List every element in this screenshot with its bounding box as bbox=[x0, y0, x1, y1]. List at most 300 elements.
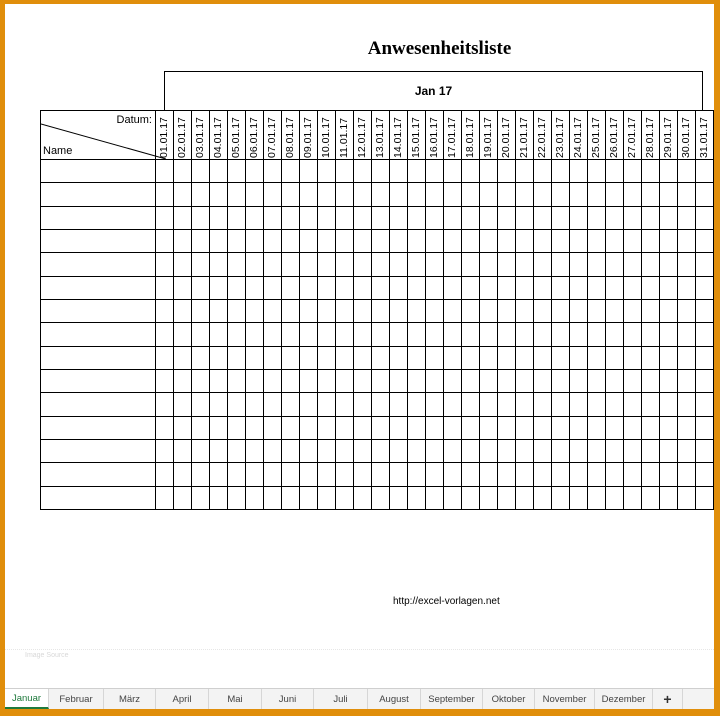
attendance-cell[interactable] bbox=[246, 486, 264, 509]
attendance-cell[interactable] bbox=[210, 393, 228, 416]
attendance-cell[interactable] bbox=[408, 160, 426, 183]
attendance-cell[interactable] bbox=[426, 393, 444, 416]
attendance-cell[interactable] bbox=[426, 323, 444, 346]
attendance-cell[interactable] bbox=[354, 486, 372, 509]
attendance-cell[interactable] bbox=[426, 183, 444, 206]
attendance-cell[interactable] bbox=[444, 486, 462, 509]
attendance-cell[interactable] bbox=[174, 440, 192, 463]
attendance-cell[interactable] bbox=[642, 393, 660, 416]
date-header-cell[interactable] bbox=[336, 111, 354, 160]
attendance-cell[interactable] bbox=[336, 323, 354, 346]
attendance-cell[interactable] bbox=[228, 440, 246, 463]
attendance-cell[interactable] bbox=[174, 276, 192, 299]
attendance-cell[interactable] bbox=[408, 370, 426, 393]
sheet-tab[interactable]: Mai bbox=[209, 689, 262, 709]
attendance-cell[interactable] bbox=[228, 416, 246, 439]
attendance-cell[interactable] bbox=[588, 183, 606, 206]
date-header-cell[interactable] bbox=[246, 111, 264, 160]
attendance-cell[interactable] bbox=[282, 206, 300, 229]
attendance-cell[interactable] bbox=[534, 230, 552, 253]
attendance-cell[interactable] bbox=[678, 206, 696, 229]
attendance-cell[interactable] bbox=[624, 300, 642, 323]
attendance-cell[interactable] bbox=[534, 253, 552, 276]
attendance-cell[interactable] bbox=[498, 206, 516, 229]
attendance-cell[interactable] bbox=[390, 486, 408, 509]
attendance-cell[interactable] bbox=[156, 206, 174, 229]
attendance-cell[interactable] bbox=[570, 463, 588, 486]
attendance-cell[interactable] bbox=[282, 276, 300, 299]
attendance-cell[interactable] bbox=[660, 300, 678, 323]
attendance-cell[interactable] bbox=[372, 276, 390, 299]
attendance-cell[interactable] bbox=[498, 230, 516, 253]
attendance-cell[interactable] bbox=[678, 486, 696, 509]
attendance-cell[interactable] bbox=[606, 300, 624, 323]
attendance-cell[interactable] bbox=[534, 440, 552, 463]
attendance-cell[interactable] bbox=[264, 183, 282, 206]
attendance-cell[interactable] bbox=[246, 253, 264, 276]
attendance-cell[interactable] bbox=[192, 393, 210, 416]
date-header-cell[interactable] bbox=[264, 111, 282, 160]
attendance-cell[interactable] bbox=[462, 323, 480, 346]
attendance-cell[interactable] bbox=[156, 253, 174, 276]
attendance-cell[interactable] bbox=[426, 416, 444, 439]
attendance-cell[interactable] bbox=[318, 440, 336, 463]
attendance-cell[interactable] bbox=[462, 276, 480, 299]
sheet-tab[interactable]: Februar bbox=[49, 689, 104, 709]
attendance-cell[interactable] bbox=[354, 160, 372, 183]
date-header-cell[interactable] bbox=[696, 111, 714, 160]
attendance-cell[interactable] bbox=[660, 416, 678, 439]
attendance-cell[interactable] bbox=[624, 230, 642, 253]
attendance-cell[interactable] bbox=[282, 160, 300, 183]
attendance-cell[interactable] bbox=[354, 206, 372, 229]
attendance-cell[interactable] bbox=[300, 440, 318, 463]
attendance-cell[interactable] bbox=[390, 323, 408, 346]
attendance-cell[interactable] bbox=[696, 440, 714, 463]
attendance-cell[interactable] bbox=[588, 346, 606, 369]
attendance-cell[interactable] bbox=[390, 230, 408, 253]
attendance-cell[interactable] bbox=[516, 370, 534, 393]
attendance-cell[interactable] bbox=[282, 393, 300, 416]
attendance-cell[interactable] bbox=[372, 160, 390, 183]
attendance-cell[interactable] bbox=[228, 346, 246, 369]
attendance-cell[interactable] bbox=[588, 253, 606, 276]
attendance-cell[interactable] bbox=[372, 323, 390, 346]
attendance-cell[interactable] bbox=[228, 206, 246, 229]
attendance-cell[interactable] bbox=[444, 346, 462, 369]
attendance-cell[interactable] bbox=[408, 416, 426, 439]
attendance-cell[interactable] bbox=[624, 276, 642, 299]
attendance-cell[interactable] bbox=[264, 253, 282, 276]
attendance-cell[interactable] bbox=[534, 416, 552, 439]
attendance-cell[interactable] bbox=[336, 253, 354, 276]
attendance-cell[interactable] bbox=[210, 300, 228, 323]
attendance-cell[interactable] bbox=[588, 323, 606, 346]
attendance-cell[interactable] bbox=[300, 206, 318, 229]
attendance-cell[interactable] bbox=[480, 253, 498, 276]
attendance-cell[interactable] bbox=[660, 440, 678, 463]
sheet-tab[interactable]: Januar bbox=[5, 689, 49, 709]
attendance-cell[interactable] bbox=[660, 463, 678, 486]
attendance-cell[interactable] bbox=[678, 230, 696, 253]
attendance-cell[interactable] bbox=[426, 206, 444, 229]
attendance-cell[interactable] bbox=[318, 486, 336, 509]
attendance-cell[interactable] bbox=[318, 230, 336, 253]
attendance-cell[interactable] bbox=[228, 370, 246, 393]
attendance-cell[interactable] bbox=[372, 370, 390, 393]
attendance-cell[interactable] bbox=[174, 183, 192, 206]
attendance-cell[interactable] bbox=[516, 183, 534, 206]
attendance-cell[interactable] bbox=[444, 160, 462, 183]
attendance-cell[interactable] bbox=[534, 393, 552, 416]
attendance-cell[interactable] bbox=[228, 393, 246, 416]
attendance-cell[interactable] bbox=[174, 323, 192, 346]
attendance-cell[interactable] bbox=[498, 183, 516, 206]
attendance-cell[interactable] bbox=[678, 416, 696, 439]
attendance-cell[interactable] bbox=[336, 230, 354, 253]
attendance-cell[interactable] bbox=[534, 323, 552, 346]
attendance-cell[interactable] bbox=[336, 206, 354, 229]
attendance-cell[interactable] bbox=[660, 253, 678, 276]
attendance-cell[interactable] bbox=[408, 463, 426, 486]
attendance-cell[interactable] bbox=[516, 300, 534, 323]
attendance-cell[interactable] bbox=[516, 416, 534, 439]
attendance-cell[interactable] bbox=[588, 440, 606, 463]
attendance-cell[interactable] bbox=[282, 230, 300, 253]
attendance-cell[interactable] bbox=[336, 183, 354, 206]
attendance-cell[interactable] bbox=[660, 276, 678, 299]
attendance-cell[interactable] bbox=[264, 160, 282, 183]
attendance-cell[interactable] bbox=[156, 463, 174, 486]
attendance-cell[interactable] bbox=[318, 463, 336, 486]
date-header-cell[interactable] bbox=[354, 111, 372, 160]
attendance-cell[interactable] bbox=[534, 276, 552, 299]
attendance-cell[interactable] bbox=[534, 183, 552, 206]
attendance-cell[interactable] bbox=[444, 206, 462, 229]
attendance-cell[interactable] bbox=[264, 393, 282, 416]
attendance-cell[interactable] bbox=[480, 323, 498, 346]
attendance-cell[interactable] bbox=[534, 206, 552, 229]
date-header-cell[interactable] bbox=[642, 111, 660, 160]
date-header-cell[interactable] bbox=[300, 111, 318, 160]
attendance-cell[interactable] bbox=[624, 183, 642, 206]
attendance-cell[interactable] bbox=[642, 276, 660, 299]
attendance-cell[interactable] bbox=[210, 253, 228, 276]
attendance-cell[interactable] bbox=[552, 183, 570, 206]
attendance-cell[interactable] bbox=[696, 206, 714, 229]
attendance-cell[interactable] bbox=[246, 393, 264, 416]
attendance-cell[interactable] bbox=[210, 230, 228, 253]
attendance-cell[interactable] bbox=[570, 416, 588, 439]
attendance-cell[interactable] bbox=[192, 416, 210, 439]
date-header-cell[interactable] bbox=[516, 111, 534, 160]
attendance-cell[interactable] bbox=[174, 160, 192, 183]
attendance-cell[interactable] bbox=[192, 230, 210, 253]
attendance-cell[interactable] bbox=[480, 346, 498, 369]
attendance-cell[interactable] bbox=[678, 323, 696, 346]
attendance-cell[interactable] bbox=[606, 370, 624, 393]
attendance-cell[interactable] bbox=[228, 230, 246, 253]
date-header-cell[interactable] bbox=[552, 111, 570, 160]
attendance-cell[interactable] bbox=[552, 253, 570, 276]
attendance-cell[interactable] bbox=[588, 393, 606, 416]
attendance-cell[interactable] bbox=[246, 206, 264, 229]
attendance-cell[interactable] bbox=[300, 230, 318, 253]
attendance-cell[interactable] bbox=[156, 323, 174, 346]
attendance-cell[interactable] bbox=[246, 323, 264, 346]
date-header-cell[interactable] bbox=[210, 111, 228, 160]
attendance-cell[interactable] bbox=[390, 416, 408, 439]
attendance-cell[interactable] bbox=[372, 253, 390, 276]
attendance-cell[interactable] bbox=[570, 206, 588, 229]
attendance-cell[interactable] bbox=[642, 440, 660, 463]
attendance-cell[interactable] bbox=[462, 486, 480, 509]
attendance-cell[interactable] bbox=[336, 160, 354, 183]
attendance-cell[interactable] bbox=[480, 276, 498, 299]
date-header-cell[interactable] bbox=[192, 111, 210, 160]
attendance-cell[interactable] bbox=[678, 253, 696, 276]
attendance-cell[interactable] bbox=[354, 276, 372, 299]
date-header-cell[interactable] bbox=[660, 111, 678, 160]
attendance-cell[interactable] bbox=[444, 323, 462, 346]
attendance-cell[interactable] bbox=[174, 300, 192, 323]
attendance-cell[interactable] bbox=[516, 463, 534, 486]
attendance-cell[interactable] bbox=[318, 393, 336, 416]
attendance-cell[interactable] bbox=[588, 416, 606, 439]
attendance-cell[interactable] bbox=[606, 486, 624, 509]
attendance-cell[interactable] bbox=[678, 276, 696, 299]
attendance-cell[interactable] bbox=[570, 486, 588, 509]
attendance-cell[interactable] bbox=[354, 183, 372, 206]
attendance-cell[interactable] bbox=[696, 300, 714, 323]
attendance-cell[interactable] bbox=[390, 440, 408, 463]
attendance-cell[interactable] bbox=[570, 253, 588, 276]
attendance-cell[interactable] bbox=[246, 230, 264, 253]
attendance-cell[interactable] bbox=[192, 253, 210, 276]
attendance-cell[interactable] bbox=[570, 440, 588, 463]
add-sheet-icon[interactable]: + bbox=[653, 689, 683, 709]
attendance-cell[interactable] bbox=[624, 393, 642, 416]
attendance-cell[interactable] bbox=[282, 463, 300, 486]
attendance-cell[interactable] bbox=[462, 370, 480, 393]
name-cell[interactable] bbox=[41, 486, 156, 509]
attendance-cell[interactable] bbox=[642, 183, 660, 206]
attendance-cell[interactable] bbox=[210, 416, 228, 439]
attendance-cell[interactable] bbox=[156, 346, 174, 369]
attendance-cell[interactable] bbox=[642, 160, 660, 183]
attendance-cell[interactable] bbox=[462, 206, 480, 229]
attendance-cell[interactable] bbox=[624, 486, 642, 509]
attendance-cell[interactable] bbox=[480, 183, 498, 206]
attendance-cell[interactable] bbox=[444, 440, 462, 463]
attendance-cell[interactable] bbox=[660, 486, 678, 509]
date-header-cell[interactable] bbox=[156, 111, 174, 160]
attendance-cell[interactable] bbox=[156, 183, 174, 206]
attendance-cell[interactable] bbox=[678, 370, 696, 393]
attendance-cell[interactable] bbox=[498, 440, 516, 463]
attendance-cell[interactable] bbox=[156, 276, 174, 299]
attendance-cell[interactable] bbox=[264, 206, 282, 229]
attendance-cell[interactable] bbox=[426, 230, 444, 253]
attendance-cell[interactable] bbox=[336, 370, 354, 393]
attendance-cell[interactable] bbox=[354, 416, 372, 439]
attendance-cell[interactable] bbox=[390, 276, 408, 299]
attendance-cell[interactable] bbox=[480, 463, 498, 486]
attendance-cell[interactable] bbox=[606, 183, 624, 206]
attendance-cell[interactable] bbox=[318, 183, 336, 206]
attendance-cell[interactable] bbox=[480, 230, 498, 253]
attendance-cell[interactable] bbox=[606, 346, 624, 369]
attendance-cell[interactable] bbox=[246, 346, 264, 369]
attendance-cell[interactable] bbox=[264, 486, 282, 509]
attendance-cell[interactable] bbox=[570, 346, 588, 369]
attendance-cell[interactable] bbox=[624, 206, 642, 229]
attendance-cell[interactable] bbox=[678, 440, 696, 463]
attendance-cell[interactable] bbox=[642, 416, 660, 439]
attendance-cell[interactable] bbox=[624, 253, 642, 276]
attendance-cell[interactable] bbox=[246, 440, 264, 463]
name-cell[interactable] bbox=[41, 323, 156, 346]
attendance-cell[interactable] bbox=[156, 416, 174, 439]
attendance-cell[interactable] bbox=[228, 300, 246, 323]
attendance-cell[interactable] bbox=[282, 486, 300, 509]
attendance-cell[interactable] bbox=[336, 463, 354, 486]
attendance-cell[interactable] bbox=[192, 206, 210, 229]
attendance-cell[interactable] bbox=[192, 160, 210, 183]
attendance-cell[interactable] bbox=[246, 183, 264, 206]
attendance-cell[interactable] bbox=[534, 463, 552, 486]
attendance-cell[interactable] bbox=[264, 323, 282, 346]
attendance-cell[interactable] bbox=[228, 276, 246, 299]
attendance-cell[interactable] bbox=[570, 276, 588, 299]
attendance-cell[interactable] bbox=[282, 323, 300, 346]
attendance-cell[interactable] bbox=[300, 183, 318, 206]
month-header[interactable]: Jan 17 bbox=[164, 71, 703, 111]
attendance-cell[interactable] bbox=[282, 253, 300, 276]
attendance-cell[interactable] bbox=[156, 160, 174, 183]
attendance-cell[interactable] bbox=[408, 486, 426, 509]
attendance-cell[interactable] bbox=[696, 416, 714, 439]
attendance-cell[interactable] bbox=[192, 463, 210, 486]
attendance-cell[interactable] bbox=[174, 416, 192, 439]
attendance-cell[interactable] bbox=[210, 323, 228, 346]
attendance-cell[interactable] bbox=[462, 416, 480, 439]
sheet-tab[interactable]: Juli bbox=[314, 689, 368, 709]
date-header-cell[interactable] bbox=[624, 111, 642, 160]
attendance-cell[interactable] bbox=[480, 300, 498, 323]
attendance-cell[interactable] bbox=[696, 183, 714, 206]
attendance-cell[interactable] bbox=[480, 486, 498, 509]
attendance-cell[interactable] bbox=[552, 206, 570, 229]
attendance-cell[interactable] bbox=[624, 160, 642, 183]
attendance-cell[interactable] bbox=[696, 463, 714, 486]
attendance-cell[interactable] bbox=[228, 183, 246, 206]
attendance-cell[interactable] bbox=[444, 463, 462, 486]
attendance-cell[interactable] bbox=[498, 346, 516, 369]
attendance-cell[interactable] bbox=[156, 486, 174, 509]
attendance-cell[interactable] bbox=[444, 416, 462, 439]
attendance-cell[interactable] bbox=[498, 323, 516, 346]
attendance-cell[interactable] bbox=[624, 440, 642, 463]
attendance-cell[interactable] bbox=[174, 206, 192, 229]
attendance-cell[interactable] bbox=[570, 183, 588, 206]
attendance-cell[interactable] bbox=[246, 160, 264, 183]
attendance-cell[interactable] bbox=[534, 486, 552, 509]
attendance-cell[interactable] bbox=[318, 323, 336, 346]
attendance-cell[interactable] bbox=[660, 393, 678, 416]
attendance-cell[interactable] bbox=[300, 160, 318, 183]
attendance-cell[interactable] bbox=[372, 230, 390, 253]
attendance-cell[interactable] bbox=[480, 370, 498, 393]
attendance-cell[interactable] bbox=[210, 346, 228, 369]
attendance-cell[interactable] bbox=[498, 393, 516, 416]
attendance-cell[interactable] bbox=[246, 416, 264, 439]
attendance-cell[interactable] bbox=[246, 370, 264, 393]
attendance-cell[interactable] bbox=[534, 346, 552, 369]
attendance-cell[interactable] bbox=[210, 463, 228, 486]
attendance-cell[interactable] bbox=[282, 183, 300, 206]
attendance-cell[interactable] bbox=[678, 346, 696, 369]
attendance-cell[interactable] bbox=[642, 346, 660, 369]
attendance-cell[interactable] bbox=[498, 276, 516, 299]
attendance-cell[interactable] bbox=[174, 370, 192, 393]
date-header-cell[interactable] bbox=[390, 111, 408, 160]
attendance-cell[interactable] bbox=[606, 416, 624, 439]
attendance-cell[interactable] bbox=[624, 346, 642, 369]
name-cell[interactable] bbox=[41, 183, 156, 206]
attendance-cell[interactable] bbox=[516, 206, 534, 229]
attendance-cell[interactable] bbox=[192, 183, 210, 206]
attendance-cell[interactable] bbox=[318, 276, 336, 299]
attendance-cell[interactable] bbox=[498, 416, 516, 439]
attendance-cell[interactable] bbox=[156, 370, 174, 393]
attendance-cell[interactable] bbox=[498, 253, 516, 276]
attendance-cell[interactable] bbox=[408, 300, 426, 323]
attendance-cell[interactable] bbox=[210, 206, 228, 229]
attendance-cell[interactable] bbox=[408, 230, 426, 253]
attendance-cell[interactable] bbox=[588, 300, 606, 323]
attendance-cell[interactable] bbox=[426, 160, 444, 183]
attendance-cell[interactable] bbox=[354, 393, 372, 416]
attendance-cell[interactable] bbox=[660, 230, 678, 253]
attendance-cell[interactable] bbox=[408, 346, 426, 369]
name-cell[interactable] bbox=[41, 370, 156, 393]
attendance-cell[interactable] bbox=[372, 463, 390, 486]
attendance-cell[interactable] bbox=[660, 346, 678, 369]
name-cell[interactable] bbox=[41, 300, 156, 323]
attendance-cell[interactable] bbox=[462, 230, 480, 253]
attendance-cell[interactable] bbox=[354, 346, 372, 369]
attendance-cell[interactable] bbox=[390, 346, 408, 369]
attendance-cell[interactable] bbox=[192, 346, 210, 369]
attendance-cell[interactable] bbox=[336, 440, 354, 463]
attendance-cell[interactable] bbox=[300, 300, 318, 323]
attendance-cell[interactable] bbox=[642, 370, 660, 393]
attendance-cell[interactable] bbox=[570, 370, 588, 393]
attendance-cell[interactable] bbox=[498, 486, 516, 509]
attendance-cell[interactable] bbox=[606, 253, 624, 276]
source-url[interactable]: http://excel-vorlagen.net bbox=[393, 596, 500, 607]
date-header-cell[interactable] bbox=[570, 111, 588, 160]
sheet-tab[interactable]: April bbox=[156, 689, 209, 709]
attendance-cell[interactable] bbox=[156, 230, 174, 253]
attendance-cell[interactable] bbox=[444, 370, 462, 393]
attendance-cell[interactable] bbox=[354, 253, 372, 276]
attendance-cell[interactable] bbox=[192, 440, 210, 463]
attendance-cell[interactable] bbox=[336, 486, 354, 509]
attendance-cell[interactable] bbox=[408, 183, 426, 206]
attendance-cell[interactable] bbox=[318, 253, 336, 276]
